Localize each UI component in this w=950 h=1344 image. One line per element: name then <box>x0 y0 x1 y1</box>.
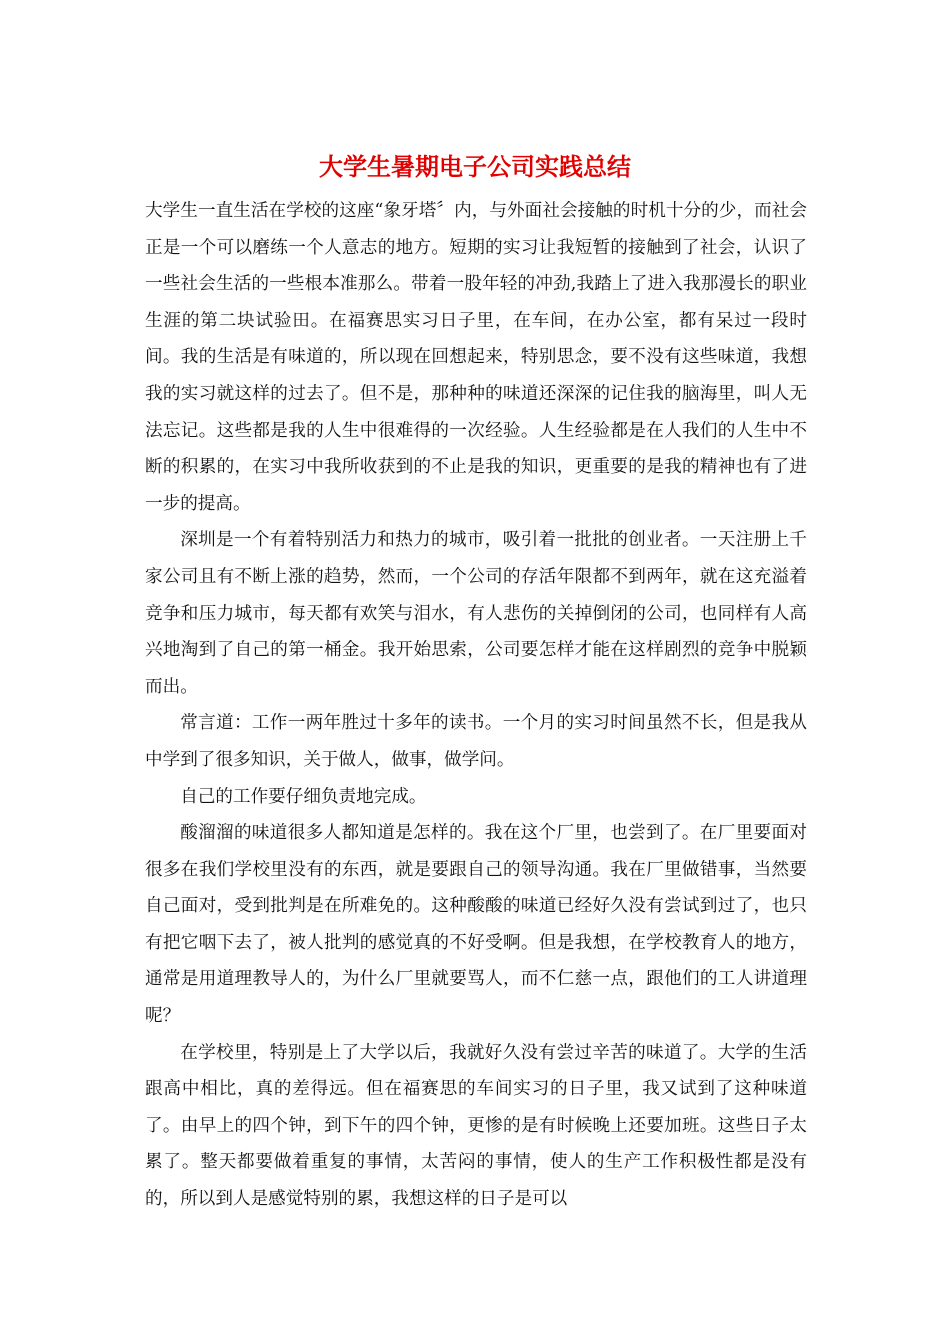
document-body <box>145 193 807 1218</box>
paragraph-intro: 大学生一直生活在学校的这座“象牙塔〞内，与外面社会接触的时机十分的少，而社会正是一个可以磨练一个人意志的地方。短期的实习让我短暂的接触到了社会，认识了一些社会生活的一些根本准那么。带着一股年轻的冲劲,我踏上了进入我那漫长的职业生涯的第二块试验田。在福赛思实习日子里，在车间，在办公室，都有呆过一段时间。我的生活是有味道的，所以现在回想起来，特别思念，要不没有这些味道，我想我的实习就这样的过去了。但不是，那种种的味道还深深的记住我的脑海里，叫人无法忘记。这些都是我的人生中很难得的一次经验。人生经验都是在人我们的人生中不断的积累的，在实习中我所收获到的不止是我的知识，更重要的是我的精神也有了进一步的提高。 <box>145 201 807 514</box>
paragraph-sour-taste: 酸溜溜的味道很多人都知道是怎样的。我在这个厂里，也尝到了。在厂里要面对很多在我们学校里没有的东西，就是要跟自己的领导沟通。我在厂里做错事，当然要自己面对，受到批判是在所难免的。这种酸酸的味道已经好久没有尝试到过了，也只有把它咽下去了，被人批判的感觉真的不好受啊。但是我想，在学校教育人的地方，通常是用道理教导人的，为什么厂里就要骂人，而不仁慈一点，跟他们的工人讲道理呢？ <box>145 823 807 1027</box>
paragraph-responsibility: 自己的工作要仔细负责地完成。 <box>180 786 427 807</box>
paragraph-shenzhen: 深圳是一个有着特别活力和热力的城市，吸引着一批批的创业者。一天注册上千家公司且有不断上涨的趋势，然而，一个公司的存活年限都不到两年，就在这充溢着竞争和压力城市，每天都有欢笑与泪水，有人悲伤的关掉倒闭的公司，也同样有人高兴地淘到了自己的第一桶金。我开始思索，公司要怎样才能在这样剧烈的竞争中脱颖而出。 <box>145 530 807 697</box>
paragraph-hard-work: 在学校里，特别是上了大学以后，我就好久没有尝过辛苦的味道了。大学的生活跟高中相比，真的差得远。但在福赛思的车间实习的日子里，我又试到了这种味道了。由早上的四个钟，到下午的四个钟，更惨的是有时候晚上还要加班。这些日子太累了。整天都要做着重复的事情，太苦闷的事情，使人的生产工作积极性都是没有的，所以到人是感觉特别的累，我想这样的日子是可以 <box>145 1042 807 1210</box>
paragraph-saying: 常言道：工作一两年胜过十多年的读书。一个月的实习时间虽然不长，但是我从中学到了很多知识，关于做人，做事，做学问。 <box>145 713 807 770</box>
document-title: 大学生暑期电子公司实践总结 <box>319 152 631 181</box>
